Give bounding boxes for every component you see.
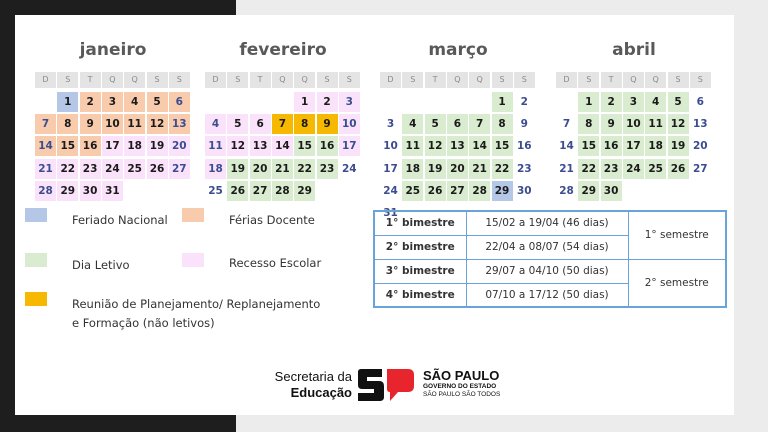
calendar-day: 18 <box>402 159 423 179</box>
calendar-day: 9 <box>80 114 101 134</box>
calendar-day: 31 <box>102 181 123 201</box>
month-title: fevereiro <box>239 40 327 60</box>
weekday-header: T <box>80 72 101 88</box>
calendar-day: 12 <box>668 114 689 134</box>
sp-slogan: SÃO PAULO SÃO TODOS <box>423 391 501 398</box>
weekday-header: Q <box>645 72 666 88</box>
calendar-day: 24 <box>341 162 357 175</box>
calendar-day: 3 <box>386 118 395 131</box>
sp-logo-icon <box>356 368 416 402</box>
calendar-day: 19 <box>147 136 168 156</box>
calendar-day: 21 <box>559 162 574 175</box>
weekday-header: Q <box>124 72 145 88</box>
calendar-day: 22 <box>57 159 78 179</box>
calendar-day: 23 <box>80 159 101 179</box>
calendar-day: 15 <box>492 136 513 156</box>
weekday-header: S <box>57 72 78 88</box>
calendar-day: 23 <box>317 159 338 179</box>
weekday-header: Q <box>447 72 468 88</box>
calendar-day: 17 <box>102 136 123 156</box>
legend-label-recesso: Recesso Escolar <box>229 256 322 270</box>
calendar-day: 25 <box>402 181 423 201</box>
calendar-day: 25 <box>645 159 666 179</box>
calendar-day: 12 <box>425 136 446 156</box>
semestre-label: 1° semestre <box>628 211 726 259</box>
semestre-label: 2° semestre <box>628 259 726 307</box>
calendar-day: 29 <box>294 181 315 201</box>
calendar-day: 23 <box>516 162 532 175</box>
bimestre-range: 29/07 a 04/10 (50 dias) <box>466 259 628 283</box>
calendar-day: 29 <box>578 181 599 201</box>
calendar-day: 26 <box>425 181 446 201</box>
legend-swatch-letivo <box>25 253 47 267</box>
calendar-day: 16 <box>516 140 532 153</box>
bimestre-label: 3° bimestre <box>374 259 466 283</box>
calendar-day: 7 <box>469 114 490 134</box>
calendar-day: 24 <box>102 159 123 179</box>
weekday-header: T <box>250 72 271 88</box>
weekday-header: D <box>556 72 577 88</box>
calendar-day: 21 <box>35 159 56 179</box>
calendar-day: 10 <box>102 114 123 134</box>
calendar-day: 22 <box>578 159 599 179</box>
calendar-day: 3 <box>102 92 123 112</box>
calendar-day: 1 <box>57 92 78 112</box>
calendar-day: 11 <box>205 136 226 156</box>
calendar-day: 27 <box>250 181 271 201</box>
calendar-day: 11 <box>402 136 423 156</box>
legend-label-feriado: Feriado Nacional <box>72 213 168 227</box>
sp-subtitle: GOVERNO DO ESTADO <box>423 383 497 390</box>
bimestre-table <box>373 210 727 308</box>
calendar-day: 9 <box>601 114 622 134</box>
secretaria-logo-text <box>258 369 352 401</box>
calendar-day: 4 <box>124 92 145 112</box>
calendar-day: 8 <box>294 114 315 134</box>
bimestre-range: 15/02 a 19/04 (46 dias) <box>466 211 628 235</box>
calendar-day: 4 <box>205 114 226 134</box>
calendar-day: 3 <box>623 92 644 112</box>
weekday-header: Q <box>272 72 293 88</box>
legend-label-ferias: Férias Docente <box>229 213 315 227</box>
weekday-header: S <box>339 72 360 88</box>
calendar-day: 14 <box>35 136 56 156</box>
weekday-header: D <box>380 72 401 88</box>
calendar-day: 30 <box>601 181 622 201</box>
calendar-day: 15 <box>578 136 599 156</box>
legend-label-reuniao-2: e Formação (não letivos) <box>72 316 215 330</box>
calendar-day: 31 <box>383 207 398 219</box>
calendar-day: 27 <box>447 181 468 201</box>
calendar-day: 2 <box>317 92 338 112</box>
calendar-day: 8 <box>492 114 513 134</box>
legend-swatch-ferias <box>182 208 204 222</box>
calendar-day: 7 <box>35 114 56 134</box>
weekday-header: S <box>317 72 338 88</box>
weekday-header: S <box>169 72 190 88</box>
calendar-day: 14 <box>559 140 574 153</box>
weekday-header: S <box>492 72 513 88</box>
calendar-day: 4 <box>402 114 423 134</box>
table-row <box>374 259 726 283</box>
calendar-day: 24 <box>623 159 644 179</box>
calendar-slide <box>15 15 734 415</box>
calendar-day: 17 <box>623 136 644 156</box>
calendar-day: 13 <box>447 136 468 156</box>
calendar-day: 29 <box>492 181 513 201</box>
calendar-day: 12 <box>147 114 168 134</box>
weekday-header: T <box>601 72 622 88</box>
legend-label-reuniao: Reunião de Planejamento/ Replanejamento <box>72 297 321 311</box>
calendar-day: 14 <box>272 136 293 156</box>
calendar-day: 19 <box>227 159 248 179</box>
calendar-day: 26 <box>227 181 248 201</box>
calendar-day: 2 <box>520 96 528 108</box>
calendar-day: 28 <box>35 181 56 201</box>
calendar-day: 28 <box>272 181 293 201</box>
calendar-day: 5 <box>668 92 689 112</box>
calendar-day: 5 <box>425 114 446 134</box>
calendar-day: 8 <box>578 114 599 134</box>
calendar-day: 2 <box>601 92 622 112</box>
calendar-day: 6 <box>696 96 704 108</box>
calendar-day: 14 <box>469 136 490 156</box>
calendar-day: 16 <box>317 136 338 156</box>
legend-swatch-reuniao <box>25 292 47 306</box>
weekday-header: S <box>690 72 711 88</box>
weekday-header: S <box>227 72 248 88</box>
calendar-day: 20 <box>250 159 271 179</box>
calendar-day: 15 <box>57 136 78 156</box>
calendar-day: 26 <box>668 159 689 179</box>
legend-swatch-feriado <box>25 208 47 222</box>
calendar-day: 10 <box>383 140 398 153</box>
calendar-day: 8 <box>57 114 78 134</box>
calendar-day: 23 <box>601 159 622 179</box>
calendar-day: 10 <box>623 114 644 134</box>
calendar-day: 22 <box>492 159 513 179</box>
calendar-day: 9 <box>317 114 338 134</box>
calendar-day: 11 <box>645 114 666 134</box>
calendar-day: 22 <box>294 159 315 179</box>
calendar-day: 27 <box>692 162 708 175</box>
sp-title: SÃO PAULO <box>423 368 500 383</box>
sp-government-text <box>423 368 500 399</box>
calendar-day: 20 <box>169 136 190 156</box>
calendar-day: 6 <box>250 114 271 134</box>
calendar-day: 5 <box>227 114 248 134</box>
weekday-header: Q <box>469 72 490 88</box>
weekday-header: Q <box>294 72 315 88</box>
calendar-day: 2 <box>80 92 101 112</box>
calendar-day: 21 <box>272 159 293 179</box>
weekday-header: S <box>402 72 423 88</box>
calendar-day: 18 <box>124 136 145 156</box>
bimestre-range: 22/04 a 08/07 (54 dias) <box>466 235 628 259</box>
calendar-day: 6 <box>447 114 468 134</box>
bimestre-label: 1° bimestre <box>374 211 466 235</box>
calendar-day: 1 <box>294 92 315 112</box>
weekday-header: S <box>578 72 599 88</box>
calendar-day: 16 <box>601 136 622 156</box>
calendar-day: 27 <box>169 159 190 179</box>
calendar-day: 28 <box>469 181 490 201</box>
weekday-header: T <box>425 72 446 88</box>
weekday-header: Q <box>102 72 123 88</box>
month-title: março <box>428 40 488 60</box>
calendar-day: 13 <box>169 114 190 134</box>
calendar-day: 16 <box>80 136 101 156</box>
calendar-day: 11 <box>124 114 145 134</box>
bimestre-range: 07/10 a 17/12 (50 dias) <box>466 283 628 307</box>
month-title: abril <box>612 40 656 60</box>
calendar-day: 1 <box>492 92 513 112</box>
calendar-day: 6 <box>169 92 190 112</box>
secretaria-line-2: Educação <box>290 385 352 400</box>
weekday-header: S <box>668 72 689 88</box>
calendar-day: 13 <box>692 118 708 131</box>
calendar-day: 25 <box>208 184 223 197</box>
calendar-day: 5 <box>147 92 168 112</box>
footer-logos <box>258 368 558 408</box>
weekday-header: D <box>205 72 226 88</box>
legend-swatch-recesso <box>182 253 204 267</box>
legend-label-letivo: Dia Letivo <box>72 258 130 272</box>
calendar-day: 7 <box>272 114 293 134</box>
calendar-day: 7 <box>562 118 571 131</box>
weekday-header: S <box>514 72 535 88</box>
secretaria-line-1: Secretaria da <box>274 369 352 384</box>
calendar-day: 15 <box>294 136 315 156</box>
calendar-day: 30 <box>80 181 101 201</box>
calendar-day: 30 <box>516 184 532 197</box>
calendar-day: 20 <box>447 159 468 179</box>
calendar-day: 20 <box>692 140 708 153</box>
calendar-day: 18 <box>205 159 226 179</box>
calendar-day: 4 <box>645 92 666 112</box>
calendar-day: 18 <box>645 136 666 156</box>
weekday-header: S <box>147 72 168 88</box>
calendar-day: 17 <box>383 162 398 175</box>
calendar-day: 21 <box>469 159 490 179</box>
weekday-header: Q <box>623 72 644 88</box>
table-row <box>374 211 726 235</box>
weekday-header: D <box>35 72 56 88</box>
sp-logo-red-shape <box>387 369 414 401</box>
month-title: janeiro <box>79 40 147 60</box>
calendar-day: 12 <box>227 136 248 156</box>
calendar-day: 19 <box>425 159 446 179</box>
calendar-day: 10 <box>339 114 360 134</box>
bimestre-label: 2° bimestre <box>374 235 466 259</box>
calendar-day: 24 <box>383 184 398 197</box>
calendar-day: 13 <box>250 136 271 156</box>
calendar-day: 19 <box>668 136 689 156</box>
calendar-day: 9 <box>520 118 528 131</box>
bimestre-label: 4° bimestre <box>374 283 466 307</box>
calendar-day: 17 <box>339 136 360 156</box>
calendar-day: 3 <box>339 92 360 112</box>
calendar-day: 28 <box>559 184 574 197</box>
calendar-day: 26 <box>147 159 168 179</box>
calendar-day: 29 <box>57 181 78 201</box>
calendar-day: 1 <box>578 92 599 112</box>
calendar-day: 25 <box>124 159 145 179</box>
